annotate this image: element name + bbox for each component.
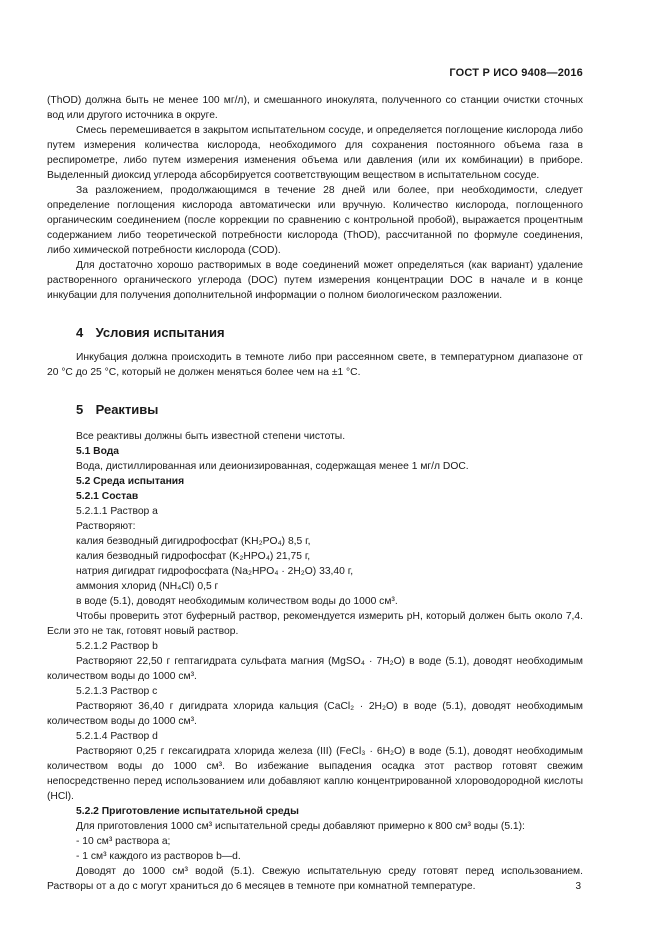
solution-c-text: Растворяют 36,40 г дигидрата хлорида кальция (CaCl₂ · 2H₂O) в воде (5.1), доводят необходимым количеством воды до 1000 см³. (47, 701, 583, 727)
solution-a-label: 5.2.1.1 Раствор a (76, 506, 158, 517)
subsection-5-1-text: Вода, дистиллированная или деионизированная, содержащая менее 1 мг/л DOC. (76, 461, 469, 472)
solution-b-text: Растворяют 22,50 г гептагидрата сульфата магния (MgSO₄ · 7H₂O) в воде (5.1), доводят необходимым количеством воды до 1000 см³. (47, 656, 583, 682)
subsection-5-2-2-final: Доводят до 1000 см³ водой (5.1). Свежую испытательную среду готовят перед использованием. Растворы от a до c могут храниться до 6 месяцев в темноте при комнатной температуре. (47, 866, 583, 892)
document-body (47, 93, 583, 894)
subsection-5-2-2-heading: 5.2.2 Приготовление испытательной среды (76, 806, 299, 817)
intro-paragraph-3: За разложением, продолжающимся в течение 28 дней или более, при необходимости, следует определение поглощения кислорода автоматически или вручную. Количество кислорода, поглощенного органическим соединением (после коррекции по сравнению с контрольной пробой), выражается процентным содержанием либо теоретической потребности кислорода (ThOD), рассчитанной по формуле соединения, либо химической потребности кислорода (COD). (47, 185, 583, 256)
subsection-5-2-heading: 5.2 Среда испытания (76, 476, 185, 487)
solution-a-check: Чтобы проверить этот буферный раствор, рекомендуется измерить pH, который должен быть около 7,4. Если это не так, готовят новый раствор. (47, 611, 583, 637)
solution-a-dissolve: Растворяют: (76, 521, 136, 532)
subsection-5-2-1-heading: 5.2.1 Состав (76, 491, 139, 502)
solution-c-label: 5.2.1.3 Раствор c (76, 686, 158, 697)
list-item: - 1 см³ каждого из растворов b—d. (76, 851, 241, 862)
section-5-title: Реактивы (95, 402, 159, 417)
section-4-paragraph: Инкубация должна происходить в темноте либо при рассеянном свете, в температурном диапазоне от 20 °С до 25 °С, который не должен меняться более чем на ±1 °С. (47, 352, 583, 378)
page-number: 3 (575, 881, 581, 892)
section-5-heading (47, 402, 583, 417)
section-4-number: 4 (76, 325, 84, 340)
solution-a-line-5: в воде (5.1), доводят необходимым количеством воды до 1000 см³. (76, 596, 398, 607)
solution-a-line-1: калия безводный дигидрофосфат (KH₂PO₄) 8,5 г, (76, 536, 311, 547)
subsection-5-2-2-text: Для приготовления 1000 см³ испытательной среды добавляют примерно к 800 см³ воды (5.1): (76, 821, 525, 832)
solution-a-line-2: калия безводный гидрофосфат (K₂HPO₄) 21,75 г, (76, 551, 311, 562)
section-5-number: 5 (76, 402, 84, 417)
section-4-heading (47, 325, 583, 340)
section-5-intro: Все реактивы должны быть известной степени чистоты. (76, 431, 346, 442)
subsection-5-1-heading: 5.1 Вода (76, 446, 120, 457)
solution-b-label: 5.2.1.2 Раствор b (76, 641, 158, 652)
section-4-title: Условия испытания (95, 325, 225, 340)
intro-paragraph-1: (ThOD) должна быть не менее 100 мг/л), и смешанного инокулята, полученного со станции очистки сточных вод или другого источника в округе. (47, 95, 583, 121)
solution-a-line-4: аммония хлорид (NH₄Cl) 0,5 г (76, 581, 219, 592)
document-header: ГОСТ Р ИСО 9408—2016 (449, 67, 583, 79)
solution-d-text: Растворяют 0,25 г гексагидрата хлорида железа (III) (FeCl₃ · 6H₂O) в воде (5.1), доводят необходимым количеством воды до 1000 см³. Во избежание выпадения осадка этот раствор готовят свежим непосредственно перед использованием или добавляют каплю концентрированной хлороводородной кислоты (HCl). (47, 746, 583, 802)
intro-paragraph-4: Для достаточно хорошо растворимых в воде соединений может определяться (как вариант) удаление растворенного органического углерода (DOC) путем измерения концентрации DOC в начале и в конце инкубации для получения дополнительной информации о полном биологическом разложении. (47, 260, 583, 301)
solution-a-line-3: натрия дигидрат гидрофосфата (Na₂HPO₄ · 2H₂O) 33,40 г, (76, 566, 354, 577)
list-item: - 10 см³ раствора a; (76, 836, 171, 847)
intro-paragraph-2: Смесь перемешивается в закрытом испытательном сосуде, и определяется поглощение кислорода либо путем измерения количества кислорода, необходимого для сохранения постоянного объема газа в респирометре, либо путем измерения изменения объема или давления (или их комбинации) в приборе. Выделенный диоксид углерода абсорбируется соответствующим веществом в испытательном сосуде. (47, 125, 583, 181)
solution-d-label: 5.2.1.4 Раствор d (76, 731, 158, 742)
